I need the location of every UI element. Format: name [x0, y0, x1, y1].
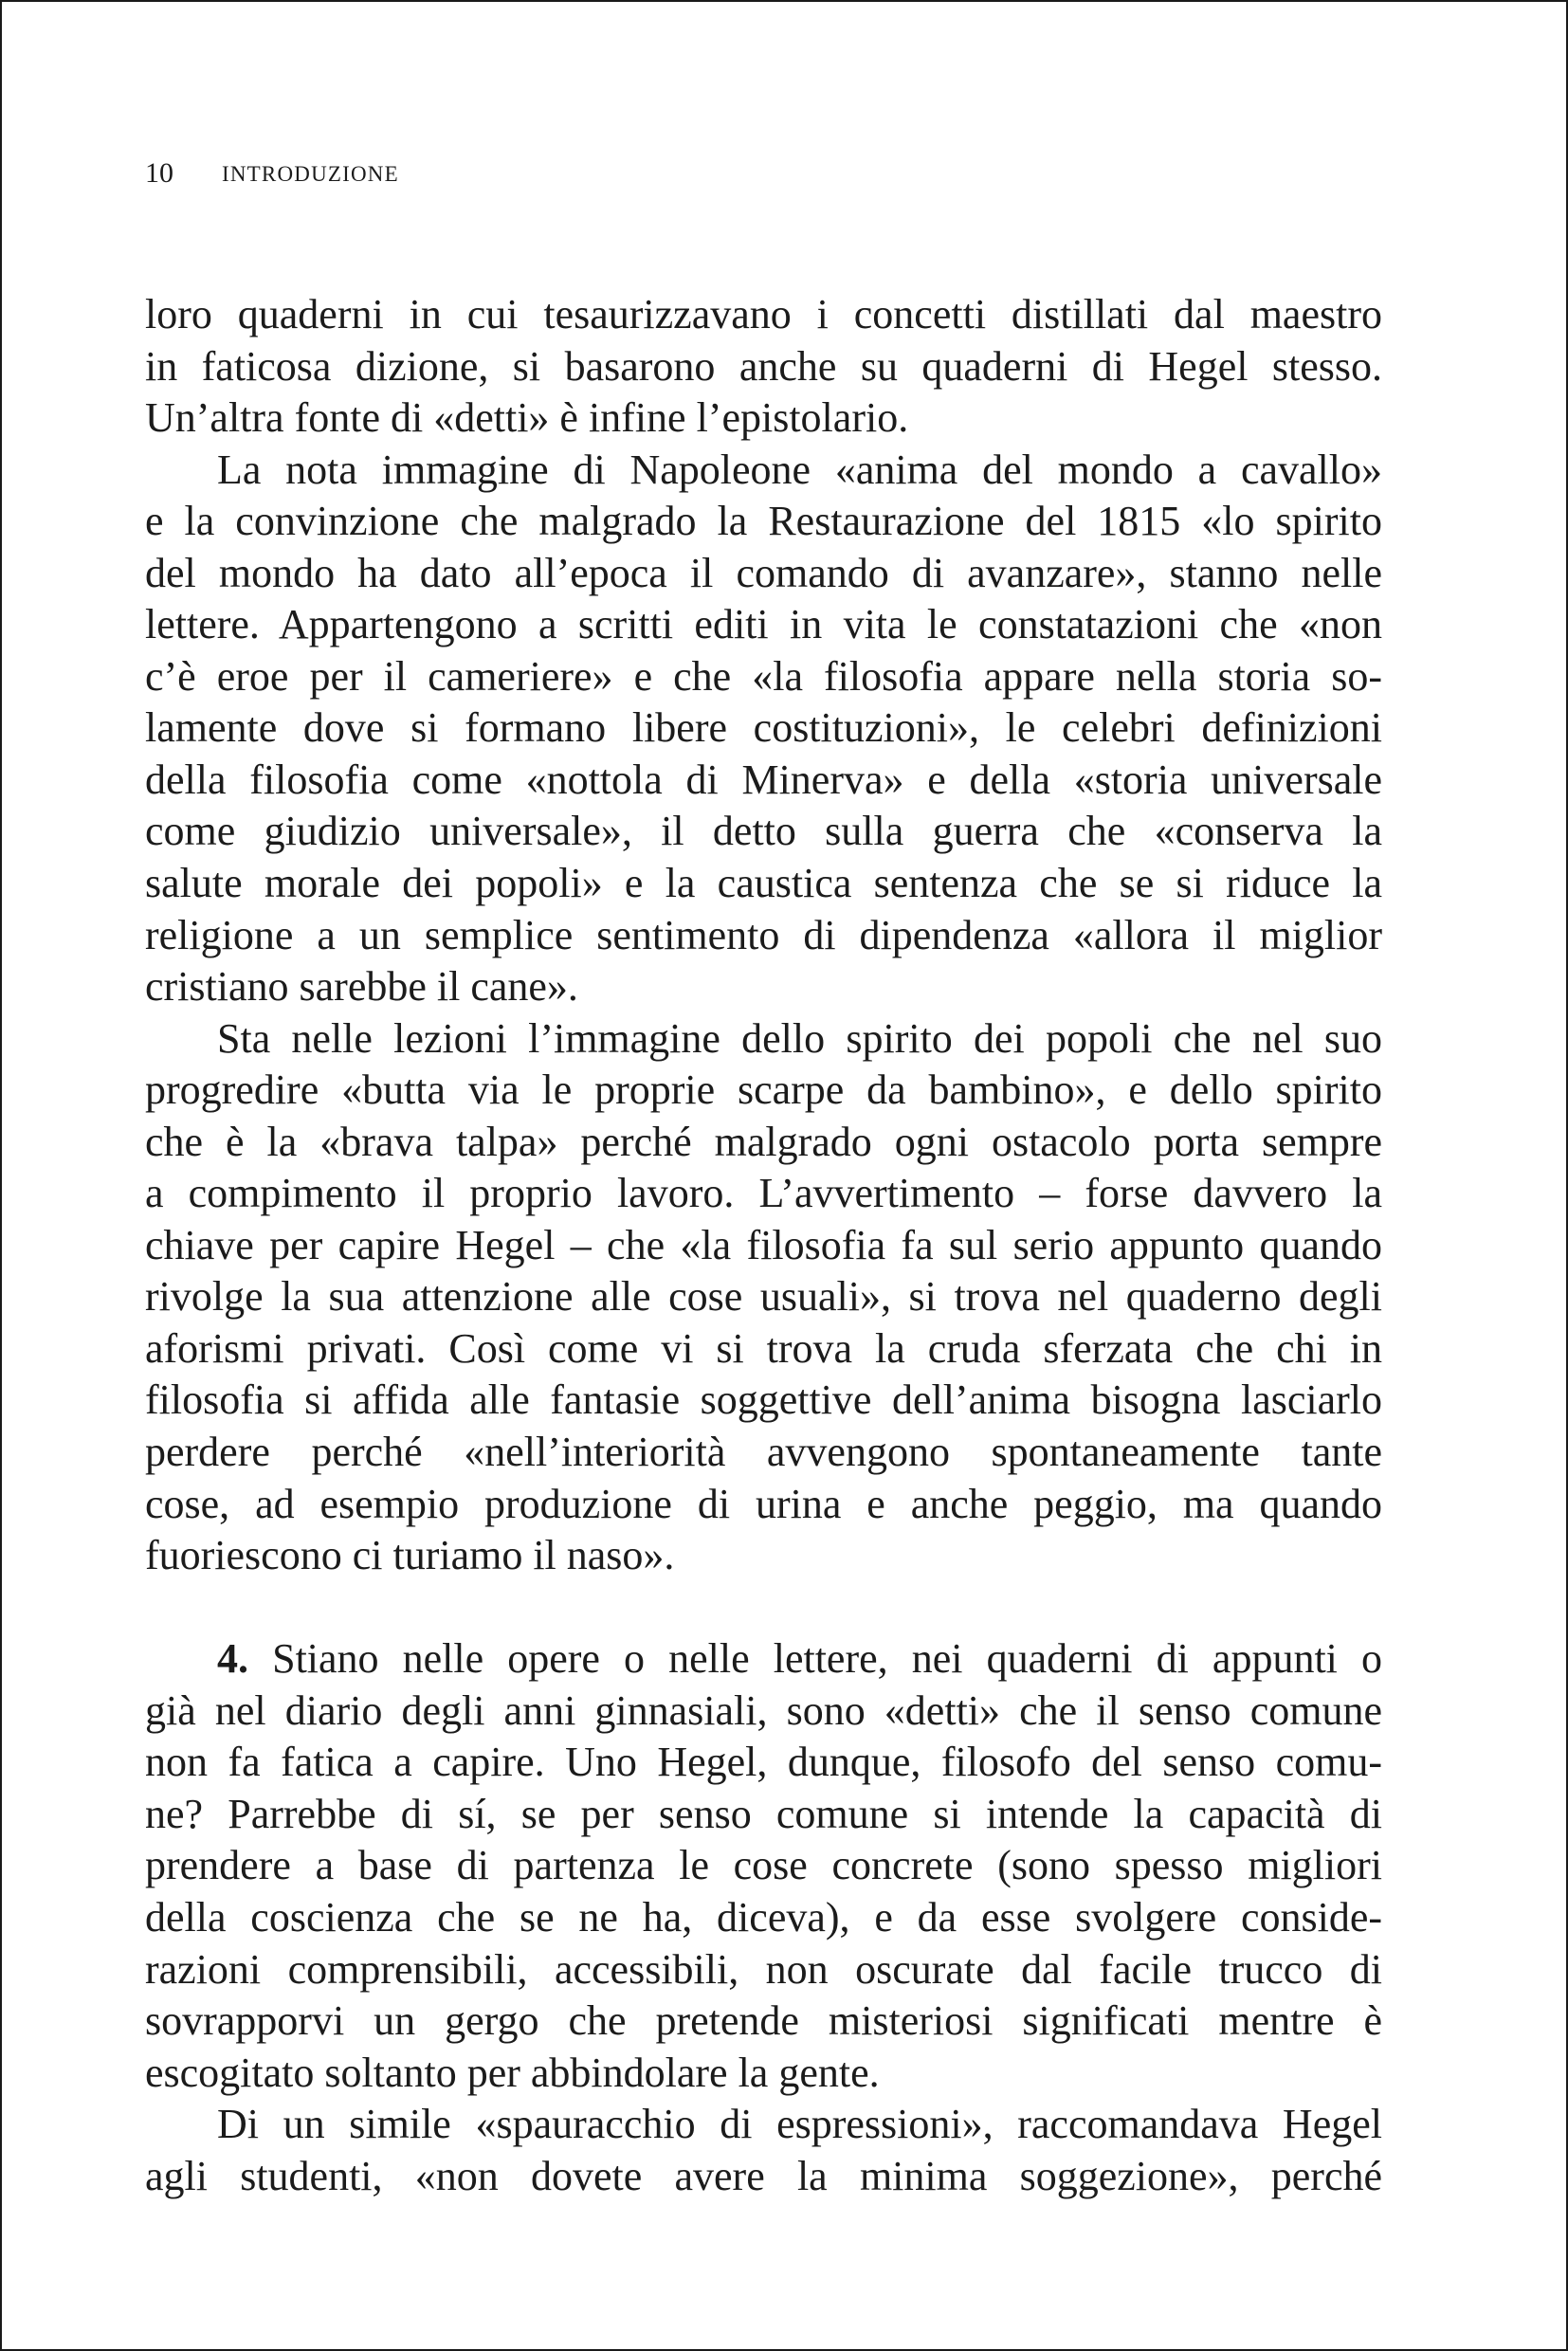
text-line: aforismi privati. Così come vi si trova la cruda sferzata che chi in — [145, 1324, 1382, 1372]
text-line: a compimento il proprio lavoro. L’avvertimento – forse davvero la — [145, 1170, 1382, 1217]
text-line: della filosofia come «nottola di Minerva» e della «storia universale — [145, 756, 1382, 803]
text-line: escogitato soltanto per abbindolare la gente. — [145, 2049, 880, 2096]
text-line: agli studenti, «non dovete avere la minima soggezione», perché — [145, 2152, 1382, 2199]
text-line: Di un simile «spauracchio di espressioni», raccomandava Hegel — [217, 2101, 1382, 2148]
text-line: lettere. Appartengono a scritti editi in vita le constatazioni che «non — [145, 601, 1382, 648]
text-line: progredire «butta via le proprie scarpe da bambino», e dello spirito — [145, 1066, 1382, 1114]
text-line: fuoriescono ci turiamo il naso». — [145, 1532, 675, 1579]
section-break — [145, 1582, 1382, 1634]
text-line: del mondo ha dato all’epoca il comando di avanzare», stanno nelle — [145, 549, 1382, 596]
text-line: della coscienza che se ne ha, diceva), e da esse svolgere conside- — [145, 1893, 1382, 1941]
text-line: e la convinzione che malgrado la Restaurazione del 1815 «lo spirito — [145, 498, 1382, 545]
text-line: c’è eroe per il cameriere» e che «la filosofia appare nella storia so- — [145, 652, 1382, 700]
text-line: filosofia si affida alle fantasie soggettive dell’anima bisogna lasciarlo — [145, 1376, 1382, 1424]
text-line: rivolge la sua attenzione alle cose usuali», si trova nel quaderno degli — [145, 1273, 1382, 1321]
paragraph — [145, 289, 1382, 445]
text-line: come giudizio universale», il detto sulla guerra che «conserva la — [145, 808, 1382, 855]
text-line: lamente dove si formano libere costituzioni», le celebri definizioni — [145, 704, 1382, 752]
text-line: perdere perché «nell’interiorità avvengono spontaneamente tante — [145, 1429, 1382, 1476]
text-line: non fa fatica a capire. Uno Hegel, dunque, filosofo del senso comu- — [145, 1739, 1382, 1786]
section-first-line — [145, 1633, 1382, 1686]
text-line: ne? Parrebbe di sí, se per senso comune si intende la capacità di — [145, 1790, 1382, 1837]
text-line: cristiano sarebbe il cane». — [145, 963, 578, 1011]
text-line: prendere a base di partenza le cose concrete (sono spesso migliori — [145, 1842, 1382, 1889]
running-title: INTRODUZIONE — [222, 162, 399, 186]
body-text — [145, 289, 1382, 2202]
paragraph — [145, 445, 1382, 1013]
text-line: già nel diario degli anni ginnasiali, sono «detti» che il senso comune — [145, 1686, 1382, 1734]
paragraph — [145, 1013, 1382, 1582]
text-line-segment: Stiano nelle opere o nelle lettere, nei quaderni di appunti o — [272, 1635, 1382, 1683]
text-line: cose, ad esempio produzione di urina e anche peggio, ma quando — [145, 1480, 1382, 1527]
text-line: Un’altra fonte di «detti» è infine l’epistolario. — [145, 394, 909, 442]
section-paragraph — [145, 1633, 1382, 2099]
text-line: religione a un semplice sentimento di dipendenza «allora il miglior — [145, 911, 1382, 958]
text-line: sovrapporvi un gergo che pretende misteriosi significati mentre è — [145, 1997, 1382, 2045]
text-line: salute morale dei popoli» e la caustica sentenza che se si riduce la — [145, 860, 1382, 907]
text-line: razioni comprensibili, accessibili, non oscurate dal facile trucco di — [145, 1945, 1382, 1993]
text-line: Sta nelle lezioni l’immagine dello spirito dei popoli che nel suo — [217, 1014, 1382, 1062]
text-line: La nota immagine di Napoleone «anima del mondo a cavallo» — [217, 446, 1382, 493]
text-line: che è la «brava talpa» perché malgrado ogni ostacolo porta sempre — [145, 1118, 1382, 1165]
text-line: loro quaderni in cui tesaurizzavano i concetti distillati dal maestro — [145, 291, 1382, 337]
page-number: 10 — [145, 157, 173, 189]
text-line: chiave per capire Hegel – che «la filosofia fa sul serio appunto quando — [145, 1221, 1382, 1268]
running-head — [145, 155, 714, 192]
text-line: in faticosa dizione, si basarono anche su quaderni di Hegel stesso. — [145, 342, 1382, 390]
paragraph — [145, 2099, 1382, 2202]
section-number: 4. — [217, 1635, 248, 1683]
